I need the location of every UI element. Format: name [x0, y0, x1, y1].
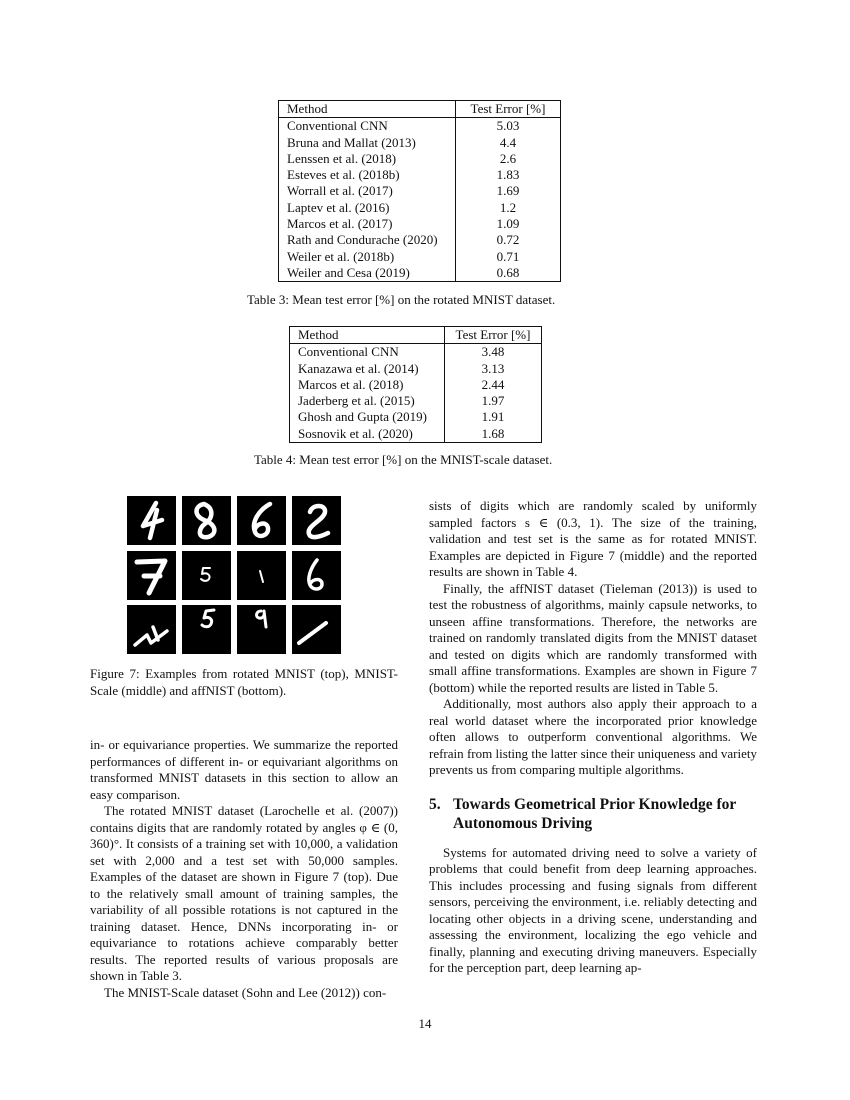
section-title-line-2: Autonomous Driving [453, 814, 593, 832]
table-3-caption: Table 3: Mean test error [%] on the rotated MNIST dataset. [247, 292, 556, 307]
test-error-cell: 1.69 [456, 183, 561, 199]
table-header-row [290, 327, 542, 344]
column-header-method: Method [290, 327, 445, 344]
test-error-cell: 3.48 [445, 344, 542, 361]
digit-image [237, 605, 286, 654]
section-number: 5. [429, 795, 441, 813]
test-error-cell: 1.09 [456, 216, 561, 232]
paragraph: Additionally, most authors also apply their approach to a real world dataset where the incorporated prior knowledge often allows to outperform conventional algorithms. We refrain from listing the latter since their uniqueness and variety prevents us from comparing multiple algorithms. [429, 696, 757, 777]
digit-image [182, 551, 231, 600]
table-row [290, 377, 542, 393]
section-title-line-1: Towards Geometrical Prior Knowledge for [453, 795, 737, 813]
table-row [279, 216, 561, 232]
digit-image [237, 551, 286, 600]
test-error-cell: 0.71 [456, 249, 561, 265]
paragraph: in- or equivariance properties. We summarize the reported performances of different in- or equivariant algorithms on transformed MNIST datasets in this section to allow an easy comparison. [90, 737, 398, 802]
method-cell: Conventional CNN [290, 344, 445, 361]
digit-image [292, 551, 341, 600]
method-cell: Jaderberg et al. (2015) [290, 393, 445, 409]
table-row [279, 151, 561, 167]
test-error-cell: 1.91 [445, 409, 542, 425]
figure-7-caption [90, 666, 398, 699]
test-error-cell: 1.2 [456, 200, 561, 216]
method-cell: Sosnovik et al. (2020) [290, 426, 445, 443]
test-error-cell: 1.83 [456, 167, 561, 183]
digit-image [292, 605, 341, 654]
paragraph: sists of digits which are randomly scaled by uniformly sampled factors s ∈ (0.3, 1). The size of the training, validation and test set is the same as for rotated MNIST. Examples are depicted in Figure 7 (middle) and the reported results are shown in Table 4. [429, 498, 757, 579]
digit-image [127, 496, 176, 545]
method-cell: Rath and Condurache (2020) [279, 232, 456, 248]
table-row [290, 409, 542, 425]
table-row [279, 135, 561, 151]
method-cell: Marcos et al. (2017) [279, 216, 456, 232]
method-cell: Bruna and Mallat (2013) [279, 135, 456, 151]
table-row [279, 118, 561, 135]
digit-image [292, 496, 341, 545]
method-cell: Kanazawa et al. (2014) [290, 361, 445, 377]
column-header-test-error: Test Error [%] [445, 327, 542, 344]
digit-image [182, 496, 231, 545]
table-4 [289, 326, 542, 443]
table-row [290, 426, 542, 443]
table-row [279, 183, 561, 199]
digit-image [127, 551, 176, 600]
method-cell: Worrall et al. (2017) [279, 183, 456, 199]
digit-image [182, 605, 231, 654]
test-error-cell: 5.03 [456, 118, 561, 135]
paragraph: Finally, the affNIST dataset (Tieleman (2013)) is used to test the robustness of algorithms, mainly capsule networks, to unseen affine transformations. Therefore, the networks are trained on randomly translated digits from the MNIST dataset and tested on digits which are randomly transformed with small affine transformations. Examples are shown in Figure 7 (bottom) while the reported results are listed in Table 5. [429, 580, 757, 695]
test-error-cell: 4.4 [456, 135, 561, 151]
method-cell: Lenssen et al. (2018) [279, 151, 456, 167]
method-cell: Weiler et al. (2018b) [279, 249, 456, 265]
digit-image [127, 605, 176, 654]
paragraph: Systems for automated driving need to solve a variety of problems that could benefit from deep learning approaches. This includes processing and fusing signals from different sensors, perceiving the environment, i.e. reliably detecting and locating other objects in a driving scene, understanding and assessing the environment, localizing the ego vehicle and finally, planning and executing driving maneuvers. Especially for the perception part, deep learning ap- [429, 844, 757, 975]
method-cell: Ghosh and Gupta (2019) [290, 409, 445, 425]
table-row [290, 361, 542, 377]
table-row [290, 344, 542, 361]
table-3 [278, 100, 561, 282]
table-row [279, 265, 561, 282]
left-column [90, 737, 398, 1001]
test-error-cell: 1.68 [445, 426, 542, 443]
page-number: 14 [418, 1016, 432, 1031]
paragraph: The MNIST-Scale dataset (Sohn and Lee (2012)) con- [104, 984, 387, 1000]
column-header-method: Method [279, 101, 456, 118]
figure-7-digit-grid [127, 496, 341, 654]
test-error-cell: 2.6 [456, 151, 561, 167]
table-row [279, 167, 561, 183]
right-column [429, 498, 757, 977]
table-row [279, 200, 561, 216]
caption-text: Figure 7: Examples from rotated MNIST (top), MNIST-Scale (middle) and affNIST (bottom). [90, 666, 398, 698]
method-cell: Conventional CNN [279, 118, 456, 135]
table-row [290, 393, 542, 409]
table-row [279, 232, 561, 248]
section-heading [429, 795, 757, 833]
paragraph: The rotated MNIST dataset (Larochelle et al. (2007)) contains digits that are randomly rotated by angles φ ∈ (0, 360)°. It consists of a training set with 10,000, a validation set with 2,000 and a test set with 50,000 samples. Examples of the dataset are shown in Figure 7 (top). Due to the relatively small amount of training samples, the variability of all possible rotations is not captured in the training dataset. Hence, DNNs incorporating in- or equivariance to rotations achieve comparably better results. The reported results of various proposals are shown in Table 3. [90, 803, 398, 983]
table-4-caption: Table 4: Mean test error [%] on the MNIST-scale dataset. [254, 452, 553, 467]
test-error-cell: 2.44 [445, 377, 542, 393]
test-error-cell: 0.72 [456, 232, 561, 248]
table-header-row [279, 101, 561, 118]
test-error-cell: 3.13 [445, 361, 542, 377]
test-error-cell: 1.97 [445, 393, 542, 409]
column-header-test-error: Test Error [%] [456, 101, 561, 118]
method-cell: Marcos et al. (2018) [290, 377, 445, 393]
table-row [279, 249, 561, 265]
method-cell: Esteves et al. (2018b) [279, 167, 456, 183]
digit-image [237, 496, 286, 545]
method-cell: Laptev et al. (2016) [279, 200, 456, 216]
test-error-cell: 0.68 [456, 265, 561, 282]
method-cell: Weiler and Cesa (2019) [279, 265, 456, 282]
